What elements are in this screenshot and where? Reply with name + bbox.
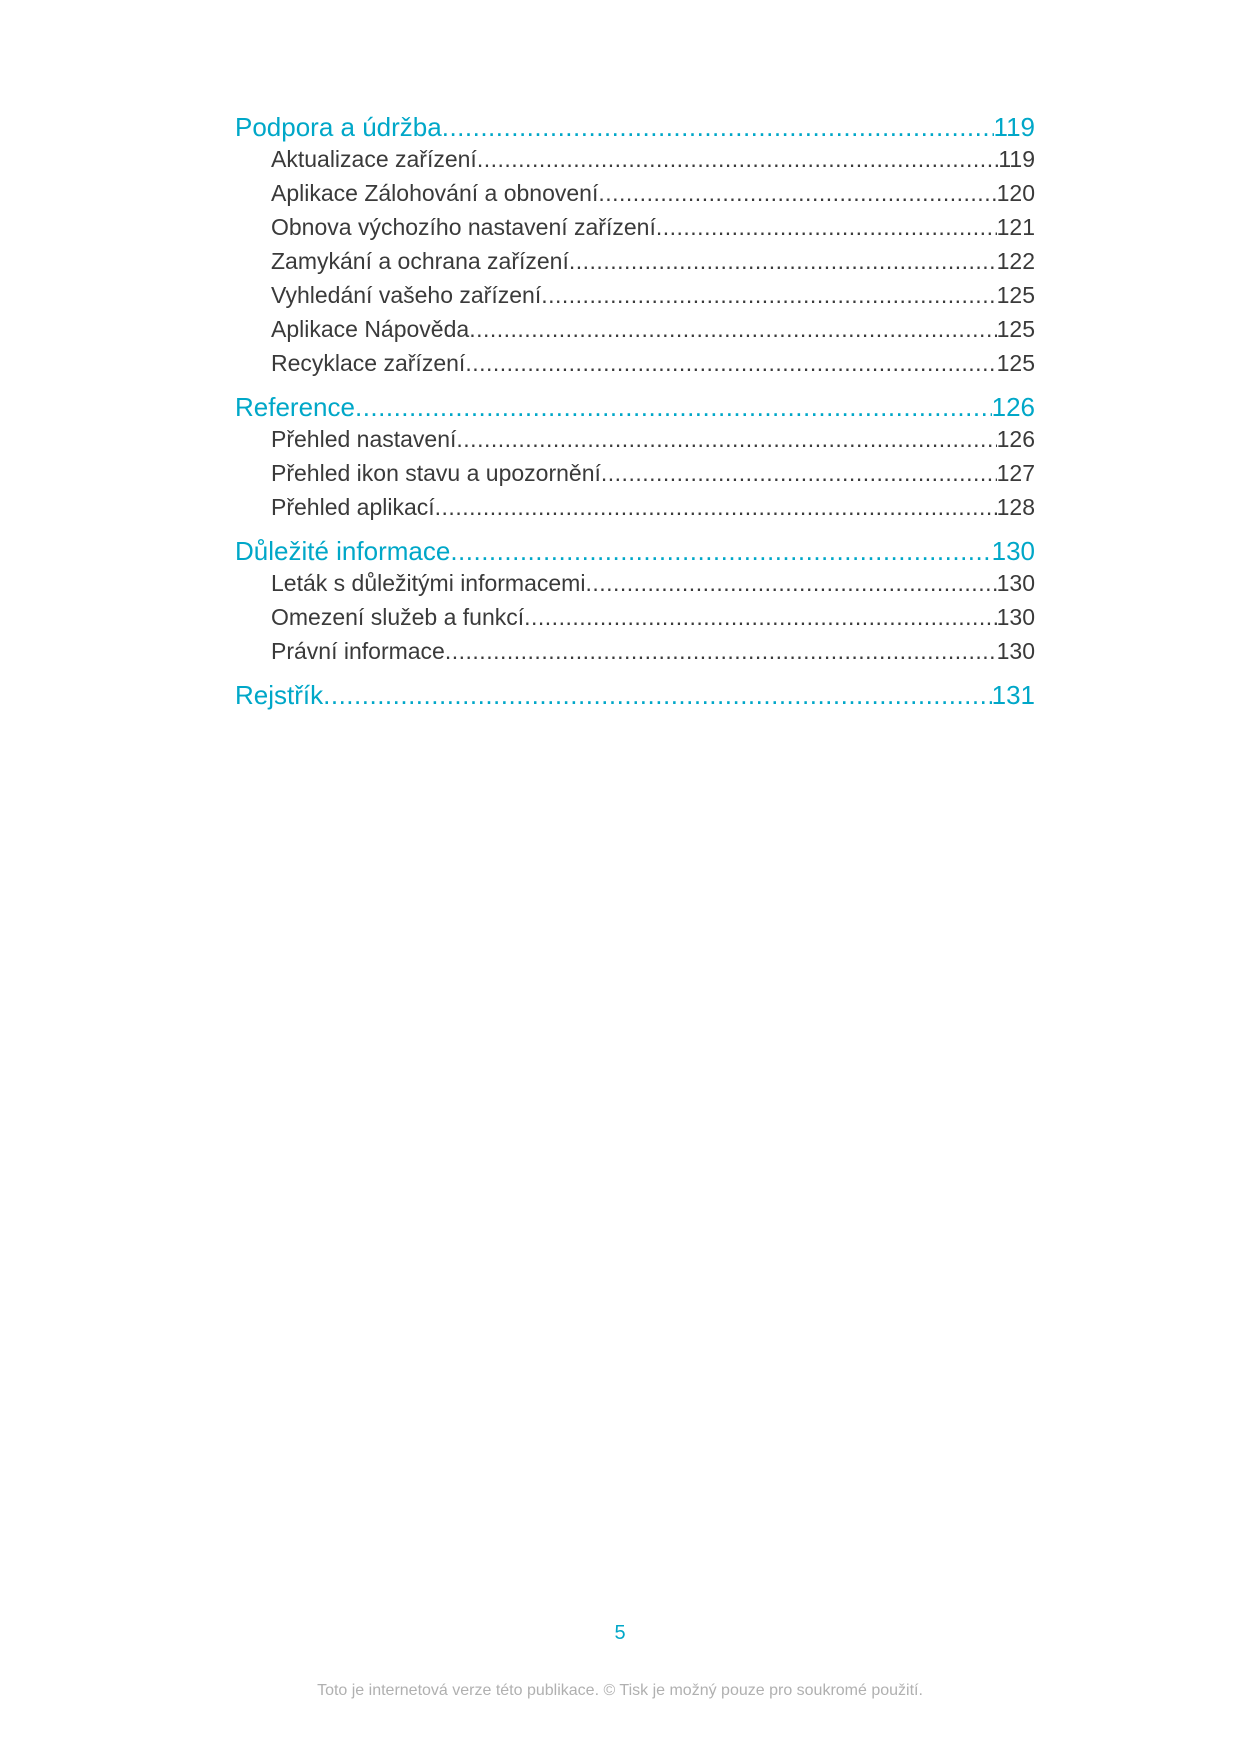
dot-leader <box>323 680 991 711</box>
page-number: 5 <box>614 1622 626 1644</box>
toc-page-number: 130 <box>996 604 1035 630</box>
dot-leader <box>477 146 999 173</box>
toc-section[interactable] <box>235 392 1035 426</box>
toc-page-number: 119 <box>993 112 1035 142</box>
toc-section-title: Reference <box>235 392 355 422</box>
footer-notice: Toto je internetová verze této publikace. © Tisk je možný pouze pro soukromé použití. <box>317 1682 923 1699</box>
toc-entry-title: Přehled ikon stavu a upozornění <box>271 460 601 486</box>
toc-entry-title: Přehled aplikací <box>271 494 435 520</box>
toc-page-number: 126 <box>996 426 1035 452</box>
dot-leader <box>450 536 991 567</box>
toc-entry[interactable] <box>235 570 1035 604</box>
dot-leader <box>524 604 997 631</box>
toc-section-title: Důležité informace <box>235 536 451 566</box>
toc-entry-title: Aktualizace zařízení <box>271 146 477 172</box>
toc-page-number: 125 <box>996 350 1035 376</box>
toc-entry[interactable] <box>235 350 1035 384</box>
table-of-contents <box>235 112 1035 714</box>
dot-leader <box>355 392 992 423</box>
toc-entry[interactable] <box>235 638 1035 672</box>
toc-entry-title: Obnova výchozího nastavení zařízení <box>271 214 656 240</box>
dot-leader <box>569 248 997 275</box>
toc-entry-title: Právní informace <box>271 638 445 664</box>
dot-leader <box>585 570 996 597</box>
toc-page-number: 126 <box>991 392 1035 422</box>
toc-entry-title: Leták s důležitými informacemi <box>271 570 586 596</box>
toc-entry-title: Omezení služeb a funkcí <box>271 604 525 630</box>
dot-leader <box>465 350 996 377</box>
toc-entry-title: Přehled nastavení <box>271 426 457 452</box>
toc-entry[interactable] <box>235 214 1035 248</box>
toc-entry[interactable] <box>235 604 1035 638</box>
dot-leader <box>601 460 997 487</box>
toc-entry-title: Aplikace Zálohování a obnovení <box>271 180 599 206</box>
dot-leader <box>656 214 997 241</box>
toc-section[interactable] <box>235 536 1035 570</box>
dot-leader <box>445 638 997 665</box>
toc-page-number: 128 <box>996 494 1035 520</box>
toc-entry[interactable] <box>235 180 1035 214</box>
toc-entry-title: Aplikace Nápověda <box>271 316 470 342</box>
dot-leader <box>598 180 996 207</box>
toc-entry[interactable] <box>235 248 1035 282</box>
toc-page-number: 130 <box>996 570 1035 596</box>
toc-page-number: 121 <box>996 214 1035 240</box>
toc-entry[interactable] <box>235 494 1035 528</box>
toc-entry-title: Zamykání a ochrana zařízení <box>271 248 569 274</box>
dot-leader <box>469 316 996 343</box>
toc-entry[interactable] <box>235 282 1035 316</box>
dot-leader <box>456 426 996 453</box>
toc-page-number: 120 <box>996 180 1035 206</box>
toc-entry[interactable] <box>235 460 1035 494</box>
toc-page-number: 122 <box>996 248 1035 274</box>
toc-section[interactable] <box>235 112 1035 146</box>
toc-entry[interactable] <box>235 426 1035 460</box>
toc-page-number: 130 <box>991 536 1035 566</box>
toc-entry-title: Vyhledání vašeho zařízení <box>271 282 542 308</box>
dot-leader <box>435 494 997 521</box>
toc-page-number: 130 <box>996 638 1035 664</box>
toc-page-number: 131 <box>991 680 1035 710</box>
toc-page-number: 125 <box>996 282 1035 308</box>
toc-section-title: Podpora a údržba <box>235 112 442 142</box>
toc-page-number: 119 <box>998 146 1035 172</box>
toc-page-number: 125 <box>996 316 1035 342</box>
dot-leader <box>541 282 996 309</box>
toc-page-number: 127 <box>996 460 1035 486</box>
toc-section-title: Rejstřík <box>235 680 324 710</box>
toc-section[interactable] <box>235 680 1035 714</box>
toc-entry[interactable] <box>235 316 1035 350</box>
toc-entry-title: Recyklace zařízení <box>271 350 466 376</box>
toc-entry[interactable] <box>235 146 1035 180</box>
dot-leader <box>442 112 994 143</box>
